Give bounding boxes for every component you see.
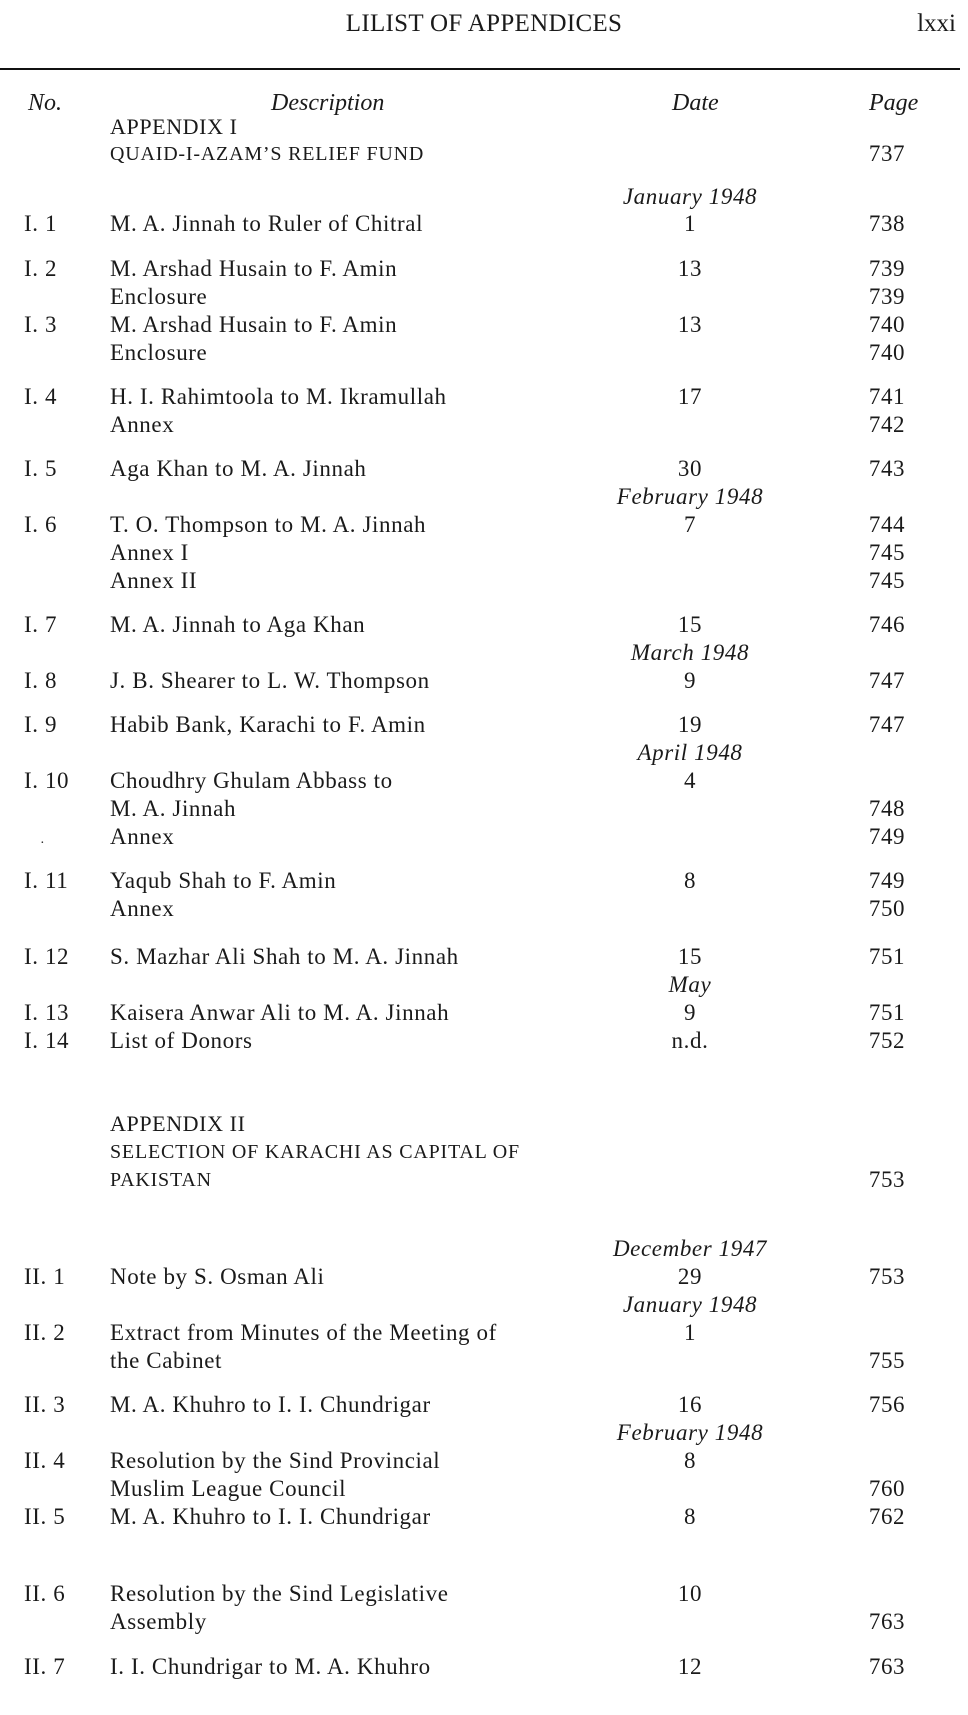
entry-number: I. 3 [24,312,58,337]
entry-number: II. 3 [24,1392,66,1417]
entry-page: 745 [868,568,906,593]
entry-description: the Cabinet [110,1348,222,1373]
table-row [0,283,968,311]
entry-number: I. 2 [24,256,58,281]
date-month-row [0,1419,968,1447]
table-row [0,383,968,411]
entry-description: M. Arshad Husain to F. Amin [110,256,398,281]
table-row [0,539,968,567]
date-month-row [0,639,968,667]
entry-description: APPENDIX II [110,1111,246,1136]
entry-date: 12 [677,1654,703,1679]
table-row [0,1447,968,1475]
table-row [0,795,968,823]
entry-description: M. A. Khuhro to I. I. Chundrigar [110,1504,431,1529]
entry-page: 745 [868,540,906,565]
entry-page: 752 [868,1028,906,1053]
entry-page: 763 [868,1654,906,1679]
entry-date: 13 [677,312,703,337]
entry-number: I. 7 [24,612,58,637]
entry-page: 740 [868,312,906,337]
page-number: lxxi [917,10,956,37]
table-row [0,411,968,439]
entry-page: 741 [868,384,906,409]
entry-description: H. I. Rahimtoola to M. Ikramullah [110,384,447,409]
table-row [0,999,968,1027]
date-month-row [0,483,968,511]
entry-page: 753 [868,1167,906,1192]
appendix-heading [0,113,968,141]
entry-date: 7 [683,512,697,537]
table-row [0,567,968,595]
entry-date: 17 [677,384,703,409]
entry-date: 13 [677,256,703,281]
entry-page: 763 [868,1609,906,1634]
table-row [0,1475,968,1503]
entry-number: II. 5 [24,1504,66,1529]
entry-page: 742 [868,412,906,437]
table-row [0,1580,968,1608]
entry-page: 749 [868,868,906,893]
entry-number: I. 12 [24,944,70,969]
entry-date: February 1948 [616,484,764,509]
entry-description: M. A. Jinnah to Aga Khan [110,612,366,637]
entry-number: I. 11 [24,868,69,893]
entry-number: II. 2 [24,1320,66,1345]
table-row [0,1503,968,1531]
entry-page: 753 [868,1264,906,1289]
table-row [0,1608,968,1636]
entry-description: Enclosure [110,284,208,309]
table-row [0,511,968,539]
entry-date: 8 [683,1448,697,1473]
table-row [0,1263,968,1291]
column-header-page: Page [869,90,919,116]
entry-description: Annex [110,824,175,849]
entry-date: 16 [677,1392,703,1417]
page-title: LILIST OF APPENDICES [345,10,623,37]
entry-page: 743 [868,456,906,481]
entry-description: Assembly [110,1609,207,1634]
entry-page: 744 [868,512,906,537]
entry-date: 29 [677,1264,703,1289]
table-row [0,1347,968,1375]
entry-page: 739 [868,284,906,309]
entry-date: January 1948 [622,184,758,209]
entry-number: I. 8 [24,668,58,693]
table-row [0,339,968,367]
date-month-row [0,1291,968,1319]
entry-date: 15 [677,944,703,969]
entry-date: March 1948 [630,640,750,665]
date-month-row [0,971,968,999]
entry-page: 737 [868,141,906,166]
entry-date: 8 [683,1504,697,1529]
entry-number: I. 14 [24,1028,70,1053]
entry-page: 748 [868,796,906,821]
entry-description: Annex [110,896,175,921]
entry-description: Extract from Minutes of the Meeting of [110,1320,497,1345]
entry-date: n.d. [671,1028,709,1053]
entry-date: 1 [683,211,697,236]
entry-date: December 1947 [612,1236,768,1261]
entry-page: 756 [868,1392,906,1417]
entry-description: S. Mazhar Ali Shah to M. A. Jinnah [110,944,459,969]
entry-page: 746 [868,612,906,637]
entry-description: Annex II [110,568,198,593]
table-row [0,255,968,283]
table-row [0,895,968,923]
column-header-no: No. [28,90,63,116]
entry-page: 739 [868,256,906,281]
entry-description: M. A. Khuhro to I. I. Chundrigar [110,1392,431,1417]
entry-page: 751 [868,944,906,969]
table-row [0,1166,968,1194]
entry-description: Annex I [110,540,189,565]
table-row [0,823,968,851]
entry-page: 760 [868,1476,906,1501]
entry-page: 747 [868,712,906,737]
entry-description: Kaisera Anwar Ali to M. A. Jinnah [110,1000,450,1025]
table-row [0,311,968,339]
date-month-row [0,1235,968,1263]
entry-description: APPENDIX I [110,114,238,139]
entry-description: Choudhry Ghulam Abbass to [110,768,393,793]
column-header-description: Description [271,90,385,116]
entry-date: 15 [677,612,703,637]
entry-description: Muslim League Council [110,1476,347,1501]
entry-page: 762 [868,1504,906,1529]
entry-page: 740 [868,340,906,365]
entry-date: January 1948 [622,1292,758,1317]
entry-number: I. 4 [24,384,58,409]
table-row [0,455,968,483]
entry-page: 750 [868,896,906,921]
table-row [0,1319,968,1347]
table-row [0,611,968,639]
entry-description: J. B. Shearer to L. W. Thompson [110,668,430,693]
table-row [0,1653,968,1681]
entry-description: Habib Bank, Karachi to F. Amin [110,712,426,737]
table-row [0,1027,968,1055]
entry-date: 8 [683,868,697,893]
entry-date: 9 [683,1000,697,1025]
table-row [0,1391,968,1419]
table-row [0,1138,968,1166]
entry-number: II. 7 [24,1654,66,1679]
stray-mark: · [40,836,45,851]
entry-description: Aga Khan to M. A. Jinnah [110,456,367,481]
entry-description: List of Donors [110,1028,253,1053]
entry-number: I. 1 [24,211,58,236]
entry-date: 9 [683,668,697,693]
table-row [0,140,968,168]
entry-description: M. Arshad Husain to F. Amin [110,312,398,337]
entry-description: Yaqub Shah to F. Amin [110,868,337,893]
date-month-row [0,183,968,211]
entry-date: 19 [677,712,703,737]
entry-description: Note by S. Osman Ali [110,1264,325,1289]
entry-number: I. 13 [24,1000,70,1025]
table-row [0,210,968,238]
table-row [0,711,968,739]
entry-page: 755 [868,1348,906,1373]
entry-number: II. 4 [24,1448,66,1473]
table-row [0,867,968,895]
entry-number: I. 10 [24,768,70,793]
entry-date: April 1948 [637,740,743,765]
date-month-row [0,739,968,767]
entry-number: I. 9 [24,712,58,737]
entry-description: PAKISTAN [110,1169,212,1191]
entry-date: 4 [683,768,697,793]
entry-page: 751 [868,1000,906,1025]
entry-description: Resolution by the Sind Provincial [110,1448,441,1473]
entry-description: Resolution by the Sind Legislative [110,1581,449,1606]
table-row [0,667,968,695]
table-row [0,943,968,971]
entry-page: 749 [868,824,906,849]
entry-date: February 1948 [616,1420,764,1445]
entry-date: 30 [677,456,703,481]
table-row [0,767,968,795]
entry-description: M. A. Jinnah [110,796,237,821]
entry-description: M. A. Jinnah to Ruler of Chitral [110,211,424,236]
entry-page: 747 [868,668,906,693]
entry-number: I. 6 [24,512,58,537]
appendix-heading [0,1110,968,1138]
entry-number: I. 5 [24,456,58,481]
entry-description: I. I. Chundrigar to M. A. Khuhro [110,1654,431,1679]
entry-date: 10 [677,1581,703,1606]
column-header-date: Date [672,90,719,116]
entry-description: Annex [110,412,175,437]
entry-page: 738 [868,211,906,236]
entry-description: T. O. Thompson to M. A. Jinnah [110,512,427,537]
entry-number: II. 6 [24,1581,66,1606]
entry-description: QUAID-I-AZAM’S RELIEF FUND [110,143,425,165]
entry-number: II. 1 [24,1264,66,1289]
entry-description: Enclosure [110,340,208,365]
entry-description: SELECTION OF KARACHI AS CAPITAL OF [110,1141,520,1163]
entry-date: May [668,972,712,997]
entry-date: 1 [683,1320,697,1345]
